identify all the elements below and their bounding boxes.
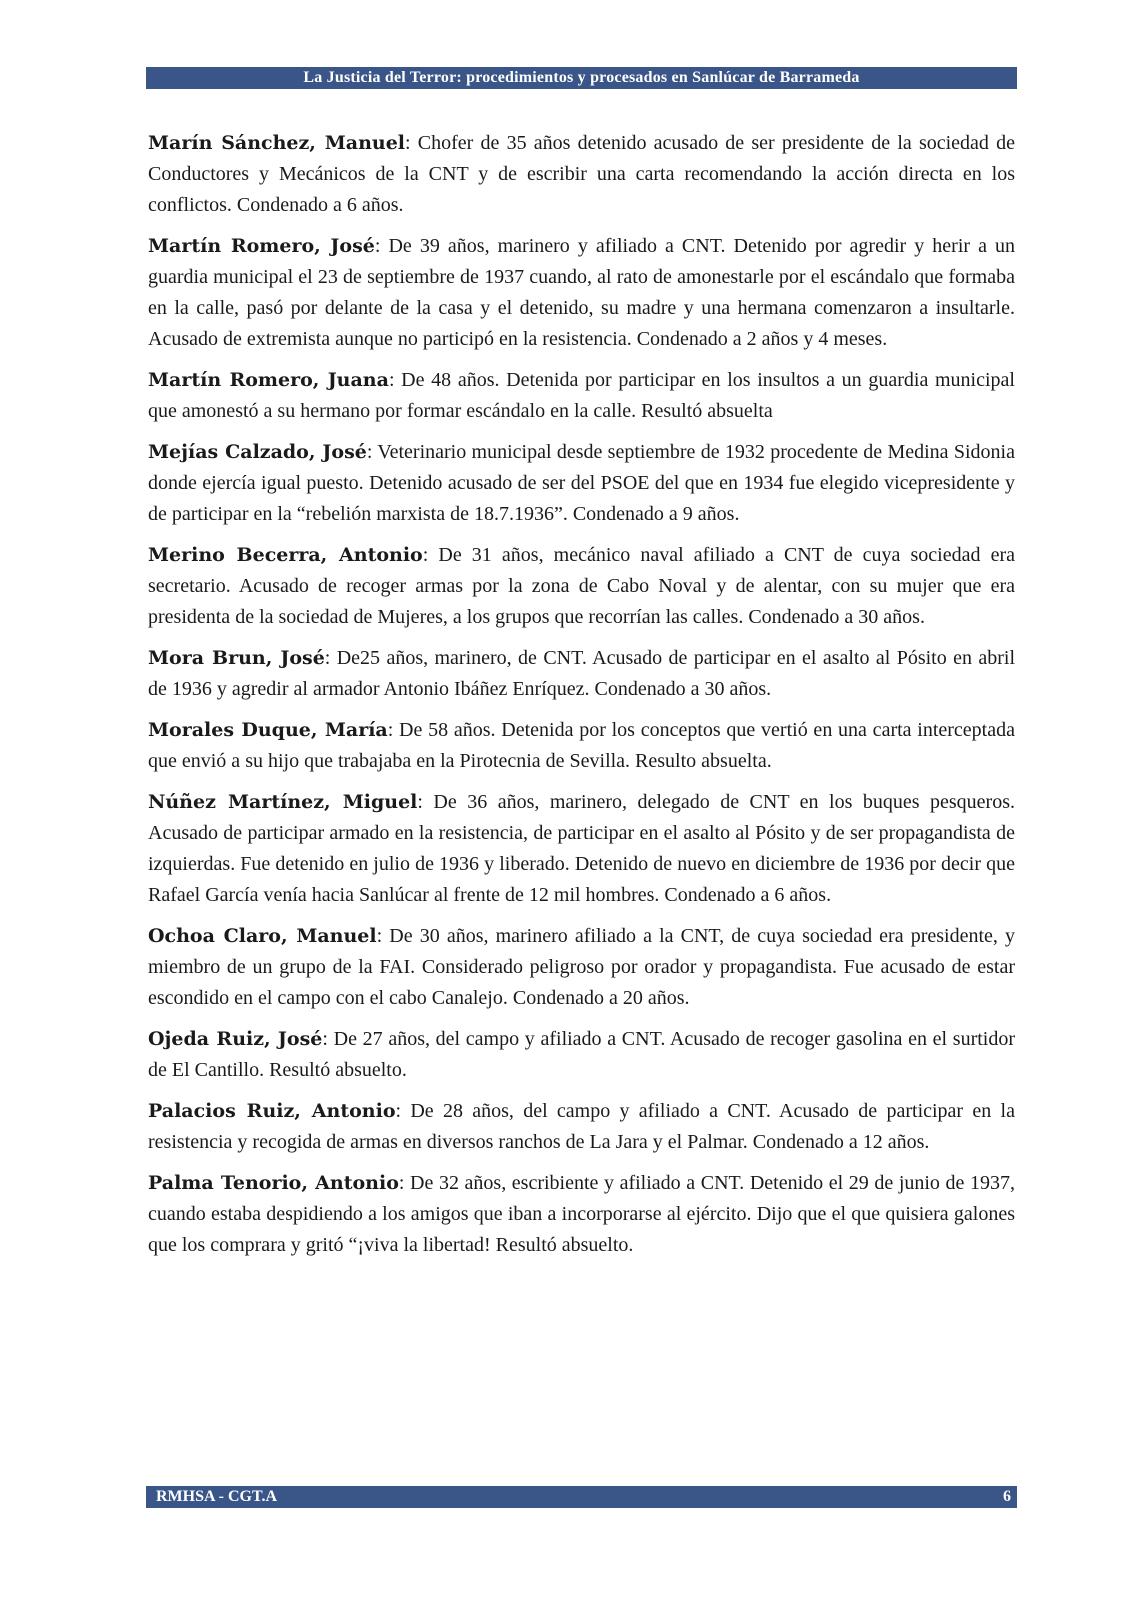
entry-text: : De 28 años, del campo y afiliado a CNT. Acusado de participar en la resistencia y recogida de armas en diversos ranchos de La Jara y el Palmar. Condenado a 12 años.	[148, 1100, 1015, 1153]
entry-text: : De 32 años, escribiente y afiliado a CNT. Detenido el 29 de junio de 1937, cuando estaba despidiendo a los amigos que iban a incorporarse al ejército. Dijo que el que quisiera galones que los comprara y gritó “¡viva la libertad! Resultó absuelto.	[148, 1172, 1015, 1256]
entry-name: Martín Romero, Juana	[148, 369, 389, 391]
entry	[148, 1024, 1015, 1086]
entry-name: Palma Tenorio, Antonio	[148, 1172, 399, 1194]
entry-text: : De 31 años, mecánico naval afiliado a CNT de cuya sociedad era secretario. Acusado de recoger armas por la zona de Cabo Noval y de alentar, con su mujer que era presidenta de la sociedad de Mujeres, a los grupos que recorrían las calles. Condenado a 30 años.	[148, 544, 1015, 628]
entry-name: Marín Sánchez, Manuel	[148, 132, 406, 154]
entry-text: : De 27 años, del campo y afiliado a CNT. Acusado de recoger gasolina en el surtidor de El Cantillo. Resultó absuelto.	[148, 1028, 1016, 1081]
entry	[148, 231, 1015, 355]
entry	[148, 643, 1015, 705]
running-header	[146, 67, 1017, 89]
entry	[148, 540, 1015, 633]
entry-text: : De25 años, marinero, de CNT. Acusado de participar en el asalto al Pósito en abril de 1936 y agredir al armador Antonio Ibáñez Enríquez. Condenado a 30 años.	[148, 647, 1016, 700]
entry-name: Martín Romero, José	[148, 235, 375, 257]
entry-text: : Chofer de 35 años detenido acusado de ser presidente de la sociedad de Conductores y Mecánicos de la CNT y de escribir una carta recomendando la acción directa en los conflictos. Condenado a 6 años.	[148, 132, 1015, 216]
entry-text: : De 39 años, marinero y afiliado a CNT. Detenido por agredir y herir a un guardia municipal el 23 de septiembre de 1937 cuando, al rato de amonestarle por el escándalo que formaba en la calle, pasó por delante de la casa y el detenido, su madre y una hermana comenzaron a insultarle. Acusado de extremista aunque no participó en la resistencia. Condenado a 2 años y 4 meses.	[148, 235, 1015, 350]
entry-text: : De 36 años, marinero, delegado de CNT en los buques pesqueros. Acusado de participar armado en la resistencia, de participar en el asalto al Pósito y de ser propagandista de izquierdas. Fue detenido en julio de 1936 y liberado. Detenido de nuevo en diciembre de 1936 por decir que Rafael García venía hacia Sanlúcar al frente de 12 mil hombres. Condenado a 6 años.	[148, 791, 1015, 906]
entry-name: Mora Brun, José	[148, 647, 325, 669]
entry	[148, 365, 1015, 427]
entry	[148, 437, 1015, 530]
entry-name: Núñez Martínez, Miguel	[148, 791, 418, 813]
entry-name: Ochoa Claro, Manuel	[148, 925, 377, 947]
entry-text: : De 48 años. Detenida por participar en los insultos a un guardia municipal que amonestó a su hermano por formar escándalo en la calle. Resultó absuelta	[148, 369, 1015, 422]
header-title: La Justicia del Terror: procedimientos y procesados en Sanlúcar de Barrameda	[303, 69, 860, 86]
entry-text: : De 58 años. Detenida por los conceptos que vertió en una carta interceptada que envió a su hijo que trabajaba en la Pirotecnia de Sevilla. Resulto absuelta.	[148, 719, 1015, 772]
running-footer	[146, 1486, 1017, 1508]
page-number: 6	[1003, 1488, 1011, 1505]
document-body	[148, 128, 1015, 1271]
entry-name: Morales Duque, María	[148, 719, 388, 741]
entry	[148, 128, 1015, 221]
entry-name: Mejías Calzado, José	[148, 441, 367, 463]
entry-name: Merino Becerra, Antonio	[148, 544, 423, 566]
entry	[148, 921, 1015, 1014]
entry-text: : De 30 años, marinero afiliado a la CNT, de cuya sociedad era presidente, y miembro de un grupo de la FAI. Considerado peligroso por orador y propagandista. Fue acusado de estar escondido en el campo con el cabo Canalejo. Condenado a 20 años.	[148, 925, 1016, 1009]
entry	[148, 1168, 1015, 1261]
entry-name: Palacios Ruiz, Antonio	[148, 1100, 396, 1122]
entry	[148, 715, 1015, 777]
entry	[148, 787, 1015, 911]
entry-name: Ojeda Ruiz, José	[148, 1028, 323, 1050]
entry-text: : Veterinario municipal desde septiembre de 1932 procedente de Medina Sidonia donde ejercía igual puesto. Detenido acusado de ser del PSOE del que en 1934 fue elegido vicepresidente y de participar en la “rebelión marxista de 18.7.1936”. Condenado a 9 años.	[148, 441, 1015, 525]
entry	[148, 1096, 1015, 1158]
footer-source: RMHSA - CGT.A	[156, 1488, 278, 1505]
